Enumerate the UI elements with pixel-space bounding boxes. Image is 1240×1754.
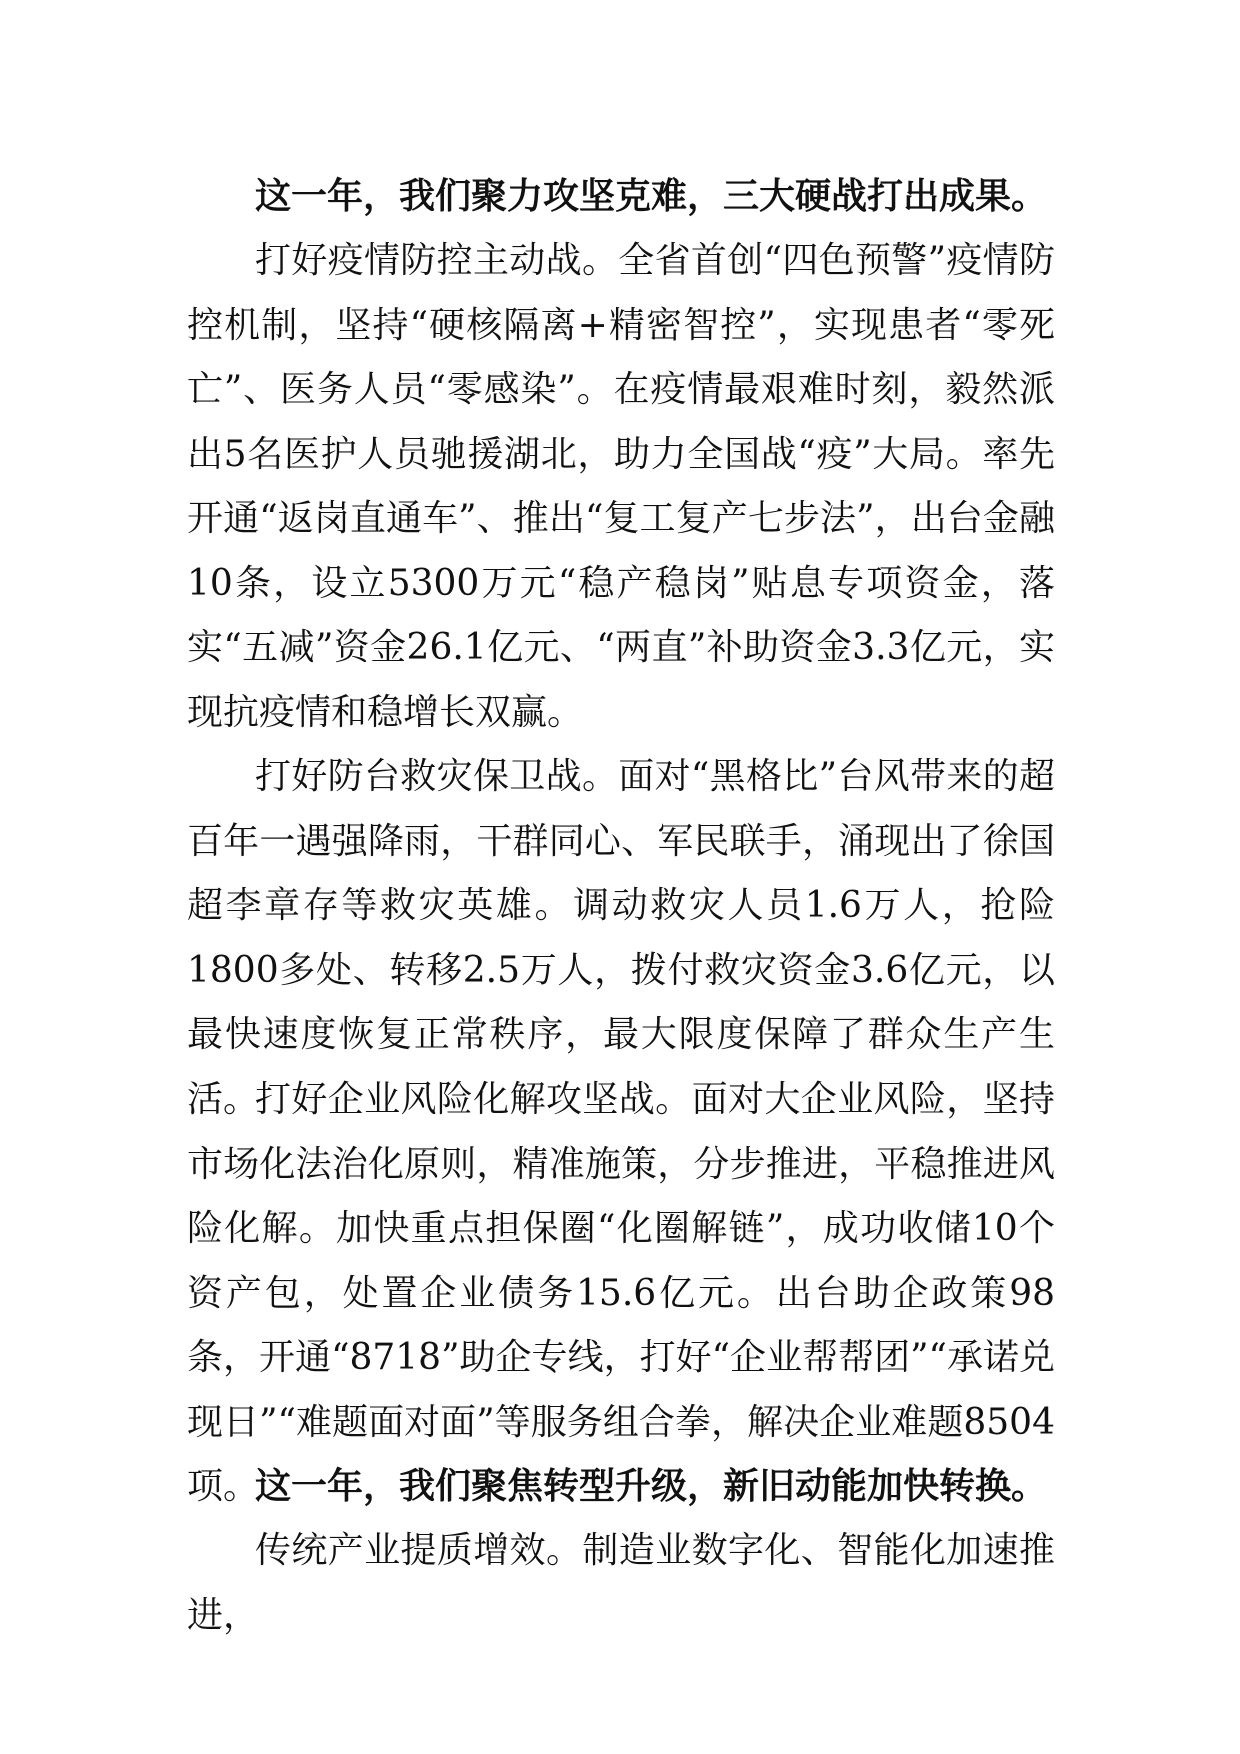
paragraph-enterprise-risk: 打好企业风险化解攻坚战。面对大企业风险，坚持市场化法治化原则，精准施策，分步推进，平稳推进风险化解。加快重点担保圈“化圈解链”，成功收储10个资产包，处置企业债务15.6亿元。出台助企政策98条，开通“8718”助企专线，打好“企业帮帮团”“承诺兑现日”“难题面对面”等服务组合拳，解决企业难题8504项。 <box>187 1079 1055 1507</box>
section-heading-1: 这一年，我们聚力攻坚克难，三大硬战打出成果。 <box>255 176 1048 217</box>
paragraph-traditional-industry: 传统产业提质增效。制造业数字化、智能化加速推进， <box>187 1530 1055 1636</box>
paragraph-typhoon-relief: 打好防台救灾保卫战。面对“黑格比”台风带来的超百年一遇强降雨，干群同心、军民联手，涌现出了徐国超李章存等救灾英雄。调动救灾人员1.6万人，抢险1800多处、转移2.5万人，拨付救灾资金3.6亿元，以最快速度恢复正常秩序，最大限度保障了群众生产生活。 <box>187 756 1055 1120</box>
paragraph-epidemic-control: 打好疫情防控主动战。全省首创“四色预警”疫情防控机制，坚持“硬核隔离+精密智控”，实现患者“零死亡”、医务人员“零感染”。在疫情最艰难时刻，毅然派出5名医护人员驰援湖北，助力全国战“疫”大局。率先开通“返岗直通车”、推出“复工复产七步法”，出台金融10条，设立5300万元“稳产稳岗”贴息专项资金，落实“五减”资金26.1亿元、“两直”补助资金3.3亿元，实现抗疫情和稳增长双赢。 <box>187 240 1055 733</box>
section-heading-2: 这一年，我们聚焦转型升级，新旧动能加快转换。 <box>255 1466 1048 1507</box>
